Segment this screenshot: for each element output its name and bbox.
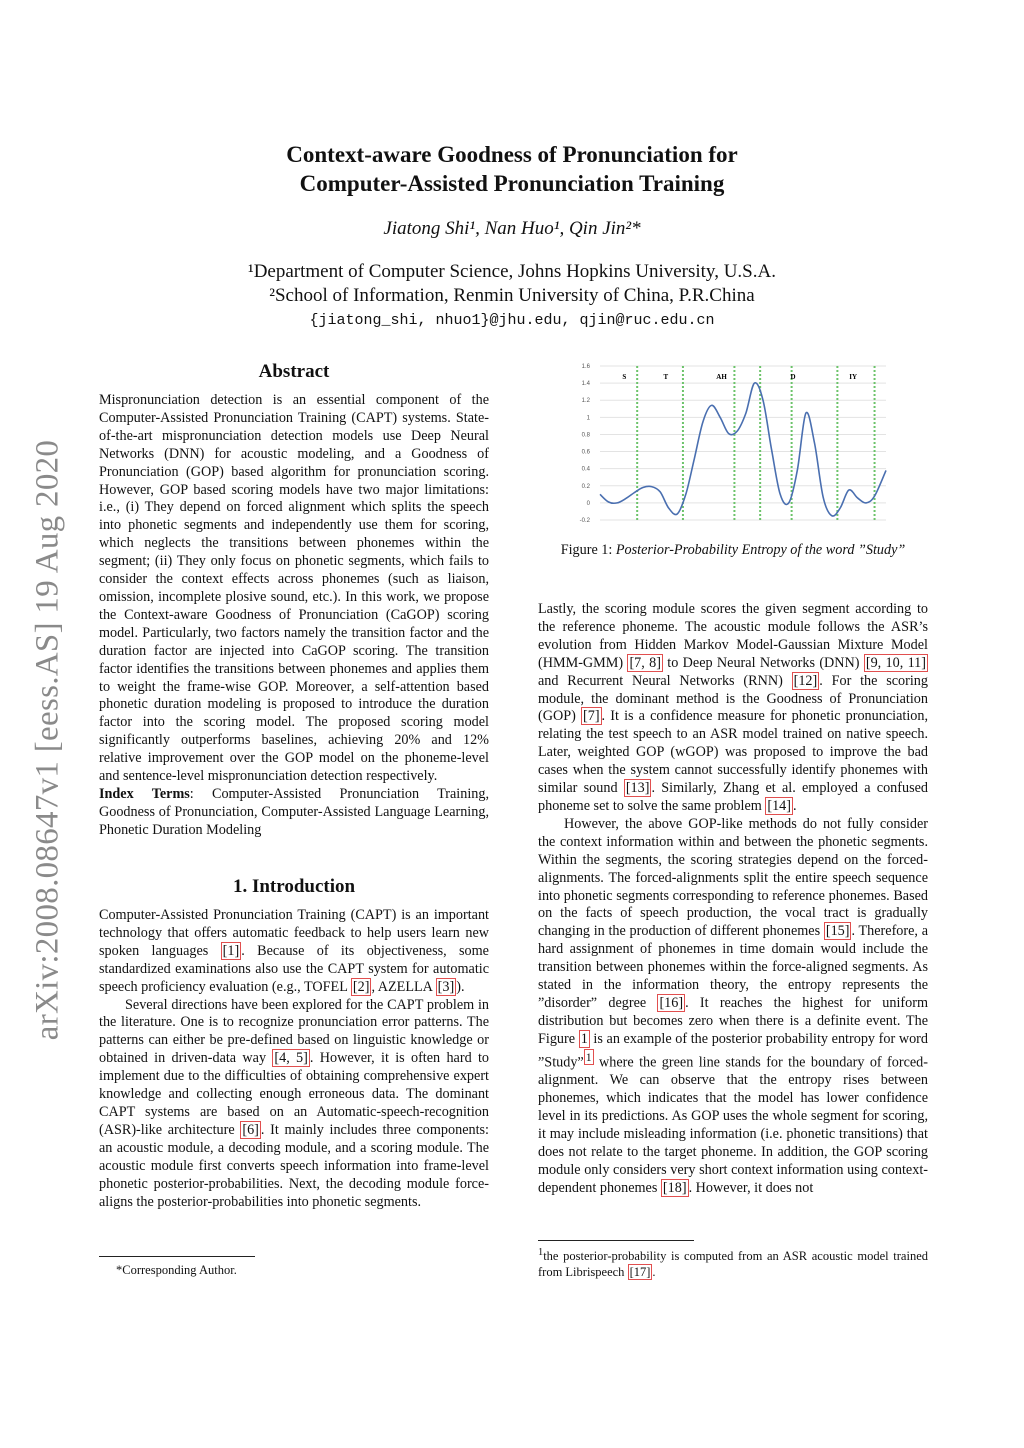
citation-link[interactable]: [15]: [825, 923, 850, 940]
footnote-posterior: $^1$the posterior-probability is computed from an ASR acoustic model trained from Librispeech [17] .: [538, 1247, 928, 1280]
authors: Jiatong Shi¹, Nan Huo¹, Qin Jin²*: [383, 218, 641, 239]
citation-link[interactable]: [16]: [659, 994, 684, 1011]
footnote-marker: 1: [538, 1247, 544, 1258]
citation-link[interactable]: [14]: [767, 797, 791, 814]
right-paragraph-2: However, the above GOP-like methods do not fully consider the context information within and between the phonetic segments. Within the segments, the scoring strategies depend on the forced-alignments. The forced-alignments split the entire speech sequence into phonetic segments corresponding to reference phonemes. Based on the facts of speech production, the vocal tract is gradually changing in the production of different phonemes [15] . Therefore, a hard assignment of phonemes in time domain would include the transition between phonemes within the force-aligned segments. As stated in the information theory, the entropy represents the ”disorder” degree [16] . It reaches the highest for uniform distribution but becomes zero when there is a definite event. The Figure 1 is an example of the posterior probability entropy for word ”Study” $^1$ where the green line stands for the boundary of forced-alignment. We can observe that the entropy rises between phonemes, which indicates that the model has lower confidence level in its predictions. As GOP uses the whole segment for scoring, it may include misleading information (i.e. phonetic transitions) that does not relate to the target phoneme. In addition, the GOP scoring module only considers very short context information using context-dependent phonemes [18] . However, it does not: [538, 815, 929, 1196]
phoneme-label: S: [622, 373, 627, 381]
caption-text: Posterior-Probability Entropy of the word ”Study”: [615, 542, 906, 558]
y-tick-label: 1.6: [581, 364, 590, 370]
abstract-heading: Abstract: [258, 361, 330, 382]
figure-link[interactable]: 1: [580, 1030, 588, 1047]
intro-paragraph-1: Computer-Assisted Pronunciation Training (CAPT) is an important technology that offers automatic feedback to help users learn new spoken languages [1] . Because of its objectiveness, some standardized examinations also use the CAPT system for automatic speech proficiency evaluation (e.g., TOFEL [2] , AZELLA [3] ).: [99, 907, 489, 995]
phoneme-label: D: [790, 373, 796, 381]
citation-link[interactable]: [2]: [352, 978, 370, 995]
chart-y-ticks: [580, 364, 591, 524]
citation-link[interactable]: [13]: [625, 780, 650, 797]
citation-link[interactable]: [17]: [629, 1265, 651, 1280]
footnote-rule-right: [538, 1240, 694, 1241]
citation-link[interactable]: [9, 10, 11]: [865, 654, 926, 671]
footnote-rule-left: [99, 1256, 255, 1257]
y-tick-label: 0.6: [581, 449, 590, 456]
affiliations: [0, 260, 1024, 308]
y-tick-label: 0.4: [581, 466, 590, 473]
affiliation-1: ¹Department of Computer Science, Johns Hopkins University, U.S.A.: [248, 261, 776, 282]
index-terms-label: Index Terms: [99, 785, 190, 802]
y-tick-label: 1: [586, 415, 590, 422]
citation-link[interactable]: [7]: [583, 708, 600, 725]
phoneme-label: T: [663, 373, 669, 381]
chart-phoneme-labels: [622, 373, 857, 381]
title-line-2: Computer-Assisted Pronunciation Training: [299, 171, 725, 196]
y-tick-label: 1.2: [581, 398, 590, 405]
citation-link[interactable]: [4, 5]: [274, 1050, 308, 1067]
author-emails: {jiatong_shi, nhuo1}@jhu.edu, qjin@ruc.edu.cn: [309, 312, 715, 329]
y-tick-label: 1.4: [581, 381, 590, 388]
chart-boundaries: [637, 366, 874, 520]
y-tick-label: 0.2: [581, 483, 590, 490]
intro-paragraph-2: Several directions have been explored for the CAPT problem in the literature. One is to recognize pronunciation error patterns. The patterns can either be pre-defined based on linguistic knowledge or obtained in driven-data way [4, 5] . However, it is often hard to implement due to the difficulties of obtaining comprehensive expert knowledge and collecting enough erroneous data. The dominant CAPT systems are based on an Automatic-speech-recognition (ASR)-like architecture [6] . It mainly includes three components: an acoustic module, a decoding module, and a scoring module. The acoustic module first converts speech information into frame-level phonetic posterior-probabilities. Next, the decoding module force-aligns the posterior-probabilities into phonetic segments.: [99, 996, 490, 1210]
caption-prefix: Figure 1:: [560, 542, 616, 558]
arxiv-stamp: [4, 439, 66, 1041]
arxiv-id: arXiv:2008.08647v1 [eess.AS] 19 Aug 2020: [29, 439, 66, 1041]
title-line-1: Context-aware Goodness of Pronunciation for: [286, 142, 738, 167]
footnote-corresponding: *Corresponding Author.: [116, 1263, 237, 1277]
introduction-heading: 1. Introduction: [232, 876, 356, 897]
phoneme-label: IY: [849, 373, 858, 381]
citation-link[interactable]: [3]: [437, 978, 455, 995]
entropy-chart: [570, 358, 890, 526]
right-paragraph-1: Lastly, the scoring module scores the given segment according to the reference phoneme. The acoustic module follows the ASR’s evolution from Hidden Markov Model-Gaussian Mixture Model (HMM-GMM) [7, 8] to Deep Neural Networks (DNN) [9, 10, 11] and Recurrent Neural Networks (RNN) [12] . For the scoring module, the dominant method is the Goodness of Pronunciation (GOP) [7] . It is a confidence measure for phonetic pronunciation, relating the test speech to an ASR model trained on native speech. Later, weighted GOP (wGOP) was proposed to improve the bad cases when the system cannot successfully identify phonemes with similar sound [13] . Similarly, Zhang et al. employed a confused phoneme set to solve the same problem [14] .: [538, 601, 928, 814]
citation-link[interactable]: [1]: [222, 942, 240, 959]
index-terms-text: : Computer-Assisted Pronunciation Training, Goodness of Pronunciation, Computer-Assisted Language Learning, Phonetic Duration Modeling: [99, 785, 490, 838]
chart-grid: [600, 366, 886, 520]
figure-1-caption: [538, 542, 928, 559]
affiliation-2: ²School of Information, Renmin University of China, P.R.China: [269, 285, 755, 306]
abstract-text: Mispronunciation detection is an essential component of the Computer-Assisted Pronunciation Training (CAPT) systems. State-of-the-art mispronunciation detection models use Deep Neural Networks (DNN) for acoustic modeling, and a Goodness of Pronunciation (GOP) based algorithm for pronunciation scoring. However, GOP based scoring models have two major limitations: i.e., (i) They depend on forced alignment which splits the speech into phonetic segments and independently use them for scoring, which neglects the transitions between phonemes within the segment; (ii) They only focus on phonetic segments, which fails to consider the context effects across phonemes (such as liaison, omission, incomplete plosive sound, etc.). In this work, we propose the Context-aware Goodness of Pronunciation (CaGOP) scoring model. Particularly, two factors namely the transition factor and the duration factor are injected into CaGOP scoring. The transition factor identifies the transitions between phonemes and applies them to weight the frame-wise GOP. Moreover, a self-attention based phonetic duration modeling is proposed to introduce the duration factor into the scoring model. The proposed scoring model significantly outperforms baselines, achieving 20% and 12% relative improvement over the GOP model on the phoneme-level and sentence-level mispronunciation detection respectively.: [99, 392, 489, 785]
y-tick-label: -0.2: [579, 518, 590, 524]
entropy-series-line: [600, 383, 886, 516]
paper-title: [0, 140, 1024, 198]
citation-link[interactable]: [12]: [793, 672, 818, 689]
abstract-body: [99, 392, 489, 840]
index-terms: [99, 786, 489, 840]
citation-link[interactable]: [7, 8]: [629, 654, 661, 671]
introduction-body: [99, 907, 489, 1211]
phoneme-label: AH: [716, 373, 727, 381]
citation-link[interactable]: [18]: [662, 1179, 687, 1196]
y-tick-label: 0.8: [581, 432, 590, 439]
citation-link[interactable]: [6]: [242, 1121, 259, 1138]
y-tick-label: 0: [586, 500, 590, 507]
footnote-link[interactable]: 1: [585, 1049, 592, 1064]
right-column-body: [538, 601, 928, 1198]
